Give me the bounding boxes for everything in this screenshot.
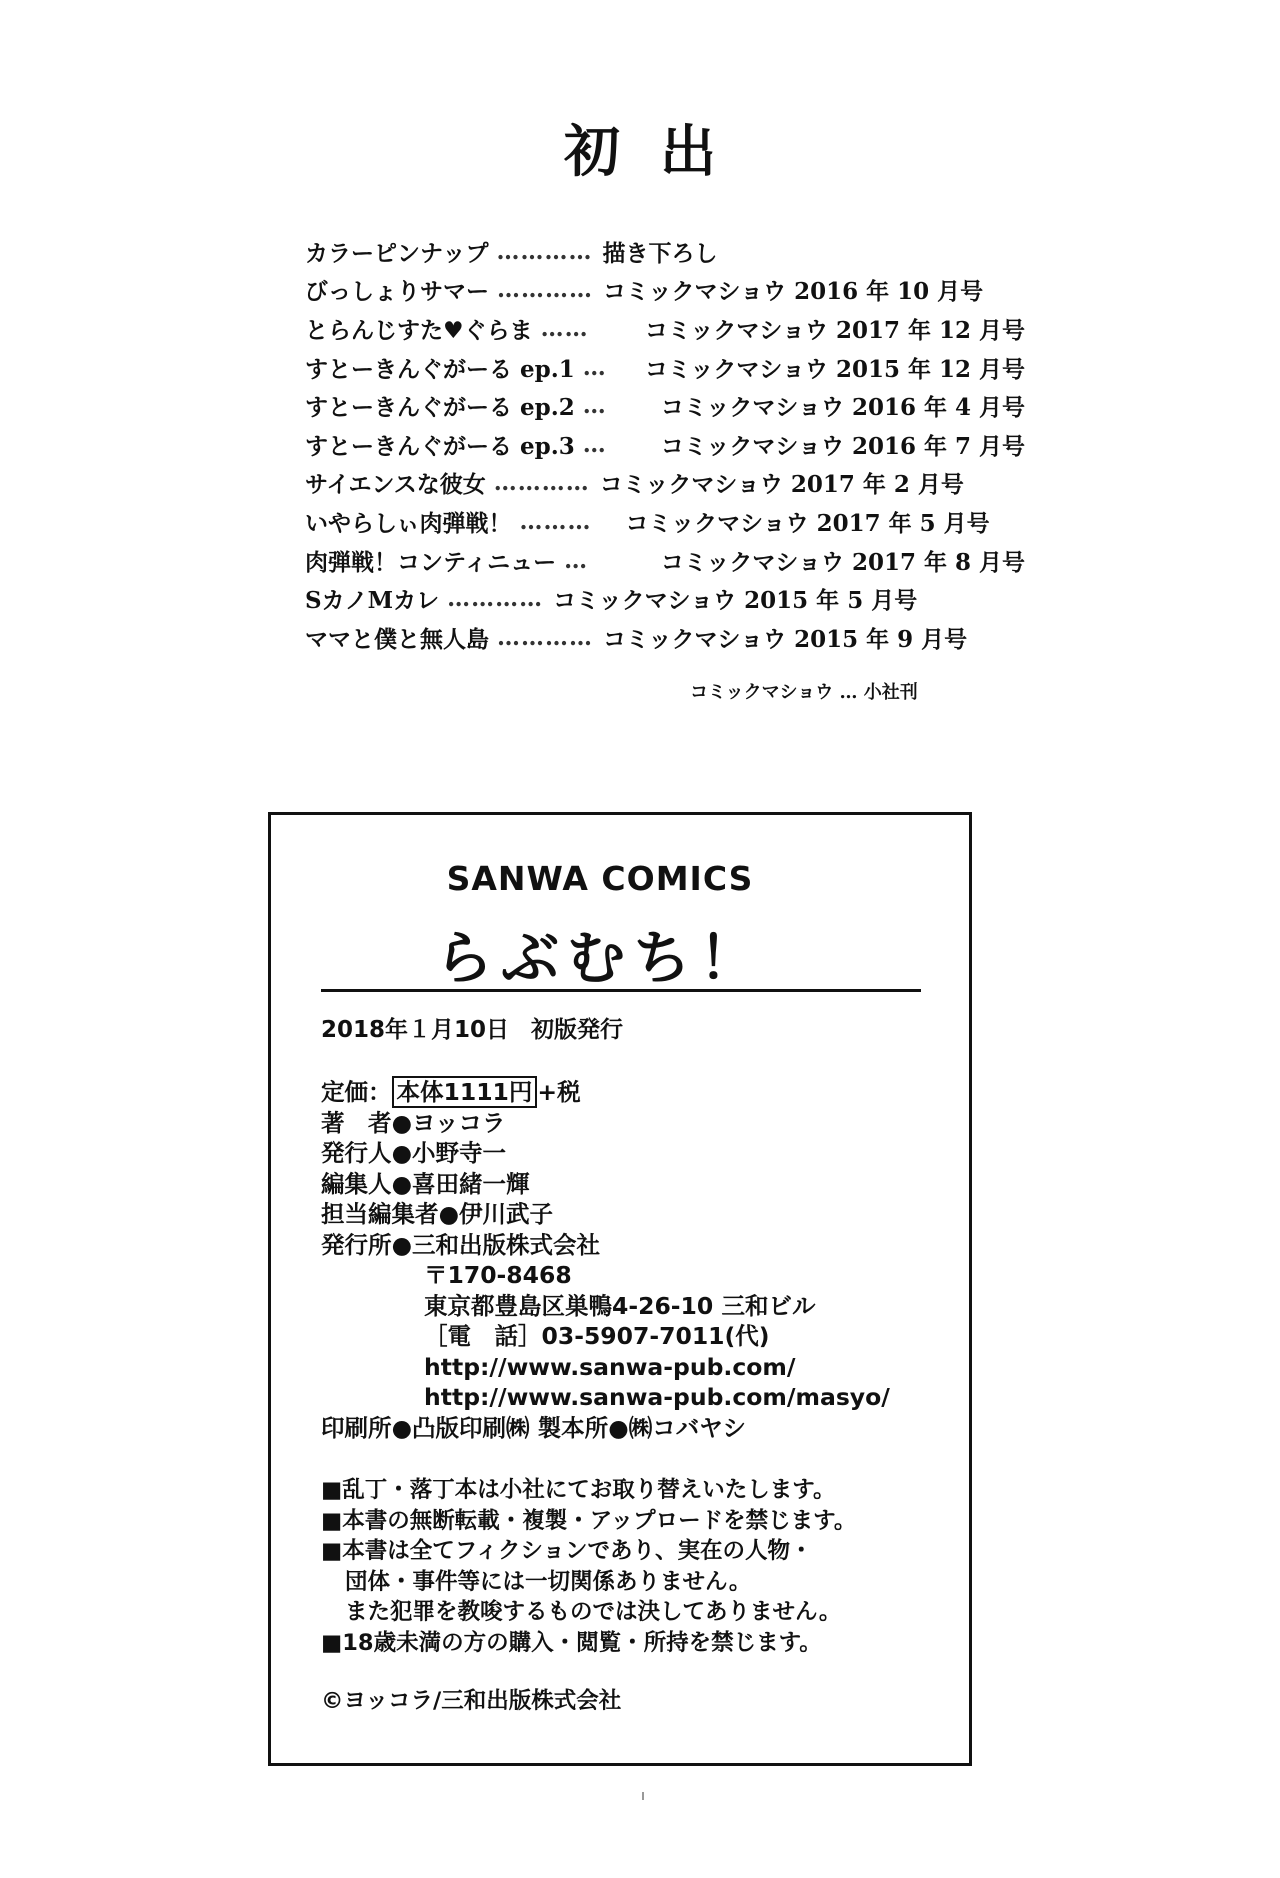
- story-title: すとーきんぐがーる ep.2: [305, 394, 575, 422]
- leader-dots: …: [582, 392, 607, 420]
- editor-in-charge-line: 担当編集者●伊川武子: [321, 1200, 554, 1228]
- publication-date: [321, 1011, 623, 1044]
- page-title: 初出: [564, 119, 756, 185]
- divider: [321, 989, 921, 992]
- list-item: [305, 386, 1025, 425]
- book-title: らぶむち！: [434, 924, 765, 992]
- price-tax: +税: [537, 1078, 581, 1106]
- story-title: ママと僕と無人島: [305, 625, 489, 653]
- publisher-note: コミックマショウ … 小社刊: [690, 682, 918, 703]
- story-title: すとーきんぐがーる ep.1: [305, 355, 575, 383]
- notice-line: ■18歳未満の方の購入・閲覧・所持を禁じます。: [321, 1629, 822, 1656]
- copyright: ©ヨッコラ/三和出版株式会社: [321, 1688, 622, 1714]
- notice-line: ■本書は全てフィクションであり、実在の人物・: [321, 1538, 813, 1564]
- leader-dots: …………: [496, 237, 593, 265]
- address: 東京都豊島区巣鴨4-26-10 三和ビル: [424, 1291, 816, 1320]
- story-source: コミックマショウ 2017 年 2 月号: [599, 471, 964, 499]
- printer-line: 印刷所●凸版印刷㈱ 製本所●㈱コバヤシ: [321, 1413, 746, 1442]
- credits-block: [321, 1077, 890, 1443]
- edition-text: 初版発行: [531, 1017, 624, 1043]
- notice-line: ■乱丁・落丁本は小社にてお取り替えいたします。: [321, 1477, 836, 1503]
- story-source: 描き下ろし: [602, 239, 718, 267]
- story-source: コミックマショウ 2016 年 4 月号: [660, 394, 1025, 422]
- story-title: とらんじすた♥ぐらま: [305, 316, 533, 344]
- leader-dots: …: [564, 546, 589, 574]
- list-item: [305, 464, 1025, 503]
- list-item: [305, 271, 1025, 310]
- list-item: [305, 348, 1025, 387]
- story-title: すとーきんぐがーる ep.3: [305, 432, 575, 460]
- print-speck: [642, 1792, 644, 1800]
- notices-block: [321, 1475, 856, 1658]
- publisher-person-line: 発行人●小野寺一: [321, 1139, 507, 1167]
- author-line: 著 者●ヨッコラ: [321, 1108, 506, 1137]
- price-box: 本体1111円: [392, 1076, 538, 1108]
- story-source: コミックマショウ 2015 年 12 月号: [644, 355, 1025, 383]
- list-item: [305, 425, 1025, 464]
- leader-dots: …: [582, 430, 607, 458]
- leader-dots: …………: [497, 623, 593, 651]
- story-source: コミックマショウ 2015 年 9 月号: [603, 625, 968, 653]
- list-item: [305, 618, 1025, 657]
- notice-line: また犯罪を教唆するものでは決してありません。: [345, 1599, 842, 1625]
- story-title: サイエンスな彼女: [305, 471, 486, 499]
- price-label: 定価：: [321, 1078, 392, 1106]
- story-title: 肉弾戦！コンティニュー: [305, 548, 557, 576]
- story-title: びっしょりサマー: [305, 278, 489, 306]
- date-text: 2018年１月10日: [321, 1017, 510, 1043]
- editor-line: 編集人●喜田緒一輝: [321, 1169, 530, 1198]
- story-source: コミックマショウ 2016 年 10 月号: [603, 278, 984, 306]
- list-item: [305, 232, 1025, 271]
- list-item: [305, 502, 1025, 541]
- notice-line: 団体・事件等には一切関係ありません。: [345, 1568, 752, 1595]
- publishing-house-line: 発行所●三和出版株式会社: [321, 1230, 601, 1259]
- website-url: http://www.sanwa-pub.com/: [424, 1352, 796, 1381]
- leader-dots: …: [582, 353, 607, 381]
- story-source: コミックマショウ 2016 年 7 月号: [660, 432, 1025, 460]
- leader-dots: …………: [497, 276, 593, 304]
- colophon-box: [268, 812, 972, 1766]
- leader-dots: ……: [540, 314, 589, 342]
- story-source: コミックマショウ 2017 年 8 月号: [660, 548, 1025, 576]
- list-item: [305, 309, 1025, 348]
- list-item: [305, 579, 1025, 618]
- story-source: コミックマショウ 2015 年 5 月号: [553, 587, 918, 615]
- story-title: SカノMカレ: [305, 587, 440, 615]
- notice-line: ■本書の無断転載・複製・アップロードを禁じます。: [321, 1507, 857, 1534]
- story-source: コミックマショウ 2017 年 12 月号: [644, 316, 1025, 344]
- postal-code: 〒170-8468: [424, 1261, 572, 1289]
- leader-dots: ………: [519, 507, 592, 535]
- phone: ［電 話］03-5907-7011(代): [424, 1322, 770, 1350]
- story-title: カラーピンナップ: [305, 239, 489, 267]
- list-item: [305, 541, 1025, 580]
- series-label: SANWA COMICS: [446, 859, 754, 898]
- story-title: いやらしぃ肉弾戦！: [305, 509, 512, 537]
- story-source: コミックマショウ 2017 年 5 月号: [625, 509, 990, 537]
- price-line: [321, 1077, 890, 1108]
- leader-dots: …………: [493, 469, 590, 497]
- website-url-masyo: http://www.sanwa-pub.com/masyo/: [424, 1383, 890, 1411]
- leader-dots: …………: [447, 585, 544, 613]
- first-publication-list: [305, 232, 1025, 657]
